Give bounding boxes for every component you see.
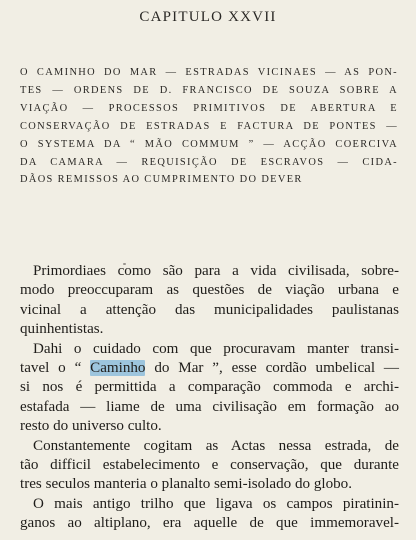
body-line: estafada — liame de uma civilisação em formação ao — [20, 398, 399, 415]
body-line: vicinal a attenção das municipalidades paulistanas — [20, 301, 399, 318]
body-line: modo preoccuparam as questões de viação urbana e — [20, 282, 399, 299]
body-line: tão difficil estabelecimento e conservação, que durante — [20, 457, 399, 474]
summary-line: O CAMINHO DO MAR — ESTRADAS VICINAES — AS PON- — [20, 67, 398, 78]
summary-line: VIAÇÃO — PROCESSOS PRIMITIVOS DE ABERTURA E — [20, 102, 398, 114]
highlighted-word[interactable]: Caminho — [90, 360, 146, 377]
summary-line: DÃOS REMISSOS AO CUMPRIMENTO DO DEVER — [20, 174, 303, 186]
summary-line: O SYSTEMA DA “ MÃO COMMUM ” — ACÇÃO COERCIVA — [20, 138, 398, 150]
text-fragment: do Mar ”, esse cordão umbelical — — [145, 360, 399, 377]
body-line: Dahi o cuidado com que procuravam manter transi- — [33, 340, 399, 357]
body-line: Constantemente cogitam as Actas nessa estrada, de — [33, 437, 399, 454]
body-line: tres seculos manteria o planalto semi-isolado do globo. — [20, 476, 352, 493]
body-line-with-highlight — [20, 359, 399, 378]
body-line: resto do universo culto. — [20, 418, 162, 435]
body-line: O mais antigo trilho que ligava os campos piratinin- — [33, 495, 399, 512]
body-line: si nos é permittida a comparação commoda e archi- — [20, 379, 399, 396]
summary-line: DA CAMARA — REQUISIÇÃO DE ESCRAVOS — CIDA- — [20, 156, 398, 168]
text-fragment: tavel o “ — [20, 360, 91, 377]
chapter-summary — [20, 64, 398, 189]
body-text — [20, 262, 399, 534]
body-line: quinhentistas. — [20, 321, 104, 338]
summary-line: TES — ORDENS DE D. FRANCISCO DE SOUZA SOBRE A — [20, 84, 398, 96]
body-line: Primordiaes como são para a vida civilisada, sobre- — [33, 263, 399, 279]
body-line: ganos ao altiplano, era aquelle de que immemoravel- — [20, 515, 399, 532]
summary-line: CONSERVAÇÃO DE ESTRADAS E FACTURA DE PONTES — — [20, 120, 398, 132]
chapter-title: CAPITULO XXVII — [139, 9, 277, 25]
